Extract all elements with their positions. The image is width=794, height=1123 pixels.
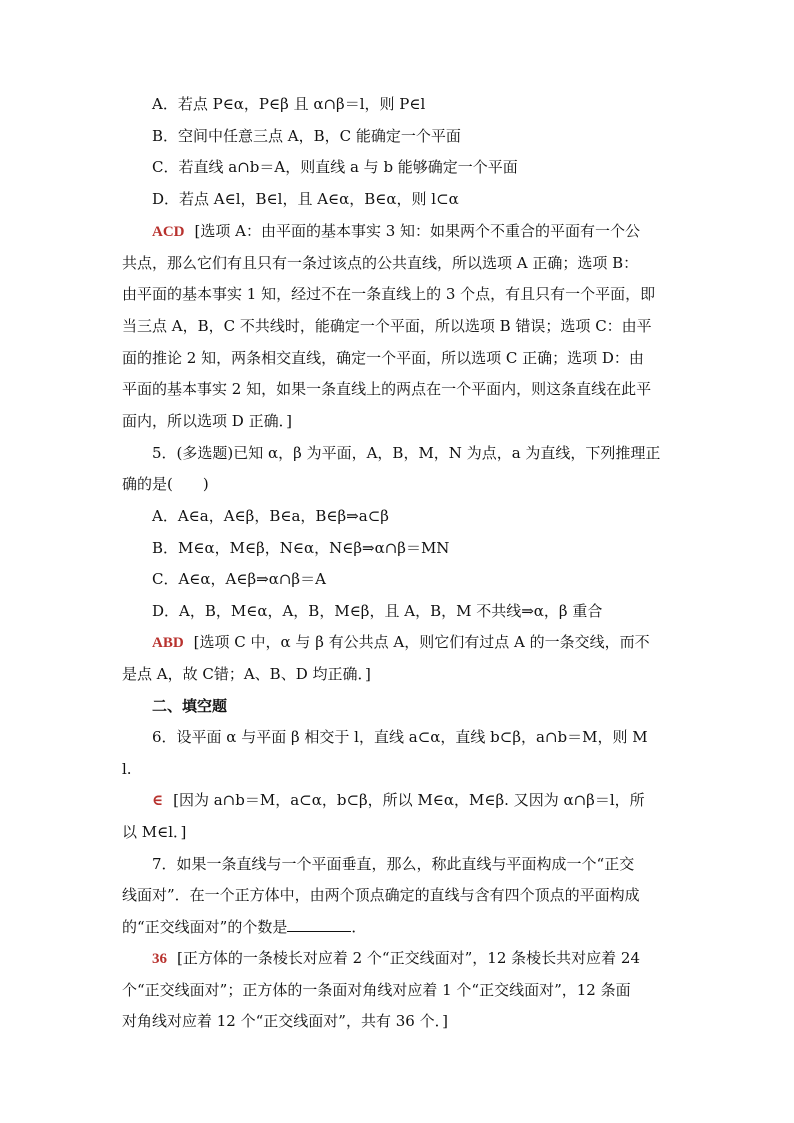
- q7-answer-line: [152, 948, 640, 969]
- q6-answer-text: [因为 a∩b＝M，a⊂α，b⊂β，所以 M∈α，M∈β. 又因为 α∩β＝l，所: [173, 791, 645, 809]
- q7-stem-end: ．: [351, 918, 367, 936]
- q4-option-d: D．若点 A∈l，B∈l，且 A∈α，B∈α，则 l⊂α: [152, 190, 459, 208]
- q5-explanation-line: 是点 A，故 C错；A、B、D 均正确．]: [122, 665, 371, 683]
- q4-answer-key: ACD: [152, 224, 185, 240]
- q6-stem: l.: [122, 760, 132, 778]
- q4-answer-line: [152, 221, 640, 242]
- q5-stem: 5．(多选题)已知 α，β 为平面，A，B，M，N 为点，a 为直线，下列推理正: [152, 444, 661, 462]
- q6-explanation-line: 以 M∈l．]: [122, 823, 187, 841]
- q4-explanation-line: 面内，所以选项 D 正确．]: [122, 412, 292, 430]
- q4-option-b: B．空间中任意三点 A，B，C 能确定一个平面: [152, 127, 461, 145]
- q7-answer-key: 36: [152, 951, 167, 967]
- q4-explanation-line: 由平面的基本事实 1 知，经过不在一条直线上的 3 个点，有且只有一个平面，即: [122, 285, 656, 303]
- q4-explanation-line: 平面的基本事实 2 知，如果一条直线上的两点在一个平面内，则这条直线在此平: [122, 380, 652, 398]
- q6-stem: 6．设平面 α 与平面 β 相交于 l，直线 a⊂α，直线 b⊂β，a∩b＝M，则 M: [152, 728, 648, 746]
- q4-option-a: A．若点 P∈α，P∈β 且 α∩β＝l，则 P∈l: [152, 95, 426, 113]
- q7-stem: 线面对”．在一个正方体中，由两个顶点确定的直线与含有四个顶点的平面构成: [122, 886, 640, 904]
- q7-stem: [122, 917, 366, 937]
- q4-explanation-line: 共点，那么它们有且只有一条过该点的公共直线，所以选项 A 正确；选项 B：: [122, 254, 639, 272]
- q5-answer-key: ABD: [152, 635, 184, 651]
- q7-stem: 7．如果一条直线与一个平面垂直，那么，称此直线与平面构成一个“正交: [152, 855, 635, 873]
- answer-blank: [287, 917, 351, 932]
- q4-option-c: C．若直线 a∩b＝A，则直线 a 与 b 能够确定一个平面: [152, 158, 518, 176]
- q6-answer-line: [152, 790, 645, 811]
- q4-explanation-line: 面的推论 2 知，两条相交直线，确定一个平面，所以选项 C 正确；选项 D：由: [122, 349, 644, 367]
- q5-answer-text: [选项 C 中，α 与 β 有公共点 A，则它们有过点 A 的一条交线，而不: [193, 633, 650, 651]
- q7-stem-text: 的“正交线面对”的个数是: [122, 918, 288, 936]
- q5-option-b: B．M∈α，M∈β，N∈α，N∈β⇒α∩β＝MN: [152, 539, 450, 557]
- q5-option-d: D．A，B，M∈α，A，B，M∈β，且 A，B，M 不共线⇒α，β 重合: [152, 602, 603, 620]
- q7-explanation-line: 对角线对应着 12 个“正交线面对”，共有 36 个．]: [122, 1012, 448, 1030]
- q5-option-a: A．A∈a，A∈β，B∈a，B∈β⇒a⊂β: [152, 507, 389, 525]
- q5-answer-line: [152, 632, 650, 653]
- q4-explanation-line: 当三点 A，B，C 不共线时，能确定一个平面，所以选项 B 错误；选项 C：由平: [122, 317, 652, 335]
- q6-answer-key: ∈: [152, 793, 164, 809]
- q5-stem: 确的是( ): [122, 475, 209, 493]
- q5-option-c: C．A∈α，A∈β⇒α∩β＝A: [152, 570, 326, 588]
- q4-answer-text: [选项 A：由平面的基本事实 3 知：如果两个不重合的平面有一个公: [194, 222, 641, 240]
- q7-answer-text: [正方体的一条棱长对应着 2 个“正交线面对”，12 条棱长共对应着 24: [177, 949, 640, 967]
- section-heading: 二、填空题: [152, 697, 228, 715]
- q7-explanation-line: 个“正交线面对”；正方体的一条面对角线对应着 1 个“正交线面对”，12 条面: [122, 981, 631, 999]
